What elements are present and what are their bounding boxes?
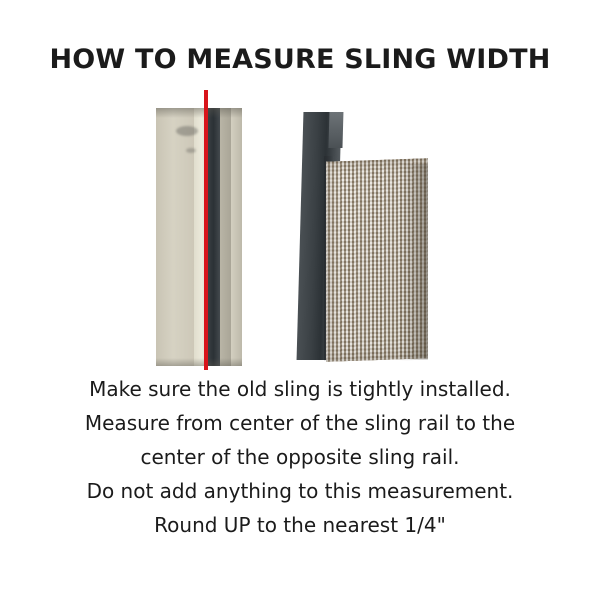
instructions-block [0,372,600,542]
fabric-shadow [400,164,428,361]
instruction-line: Round UP to the nearest 1/4" [154,513,446,537]
figure-area [0,104,600,374]
rail-channel-dark [207,108,220,366]
rail-face-shadow [220,108,231,366]
instruction-line: center of the opposite sling rail. [140,445,460,469]
instruction-line: Make sure the old sling is tightly installed. [89,377,511,401]
instruction-line: Do not add anything to this measurement. [86,479,514,503]
rail-face-edge [231,108,242,366]
rail-blemish [176,126,198,136]
rail-top-shadow [156,108,242,118]
rail-top-lip [328,112,343,148]
sling-rail-end-view [156,108,242,366]
sling-rail-fabric-view [300,112,428,360]
rail-bottom-shadow [156,358,242,366]
page-title: HOW TO MEASURE SLING WIDTH [49,44,551,75]
measurement-center-line [204,90,208,370]
rail-face-light [156,108,194,366]
rail-blemish-small [186,148,196,153]
instruction-line: Measure from center of the sling rail to the [84,411,516,435]
